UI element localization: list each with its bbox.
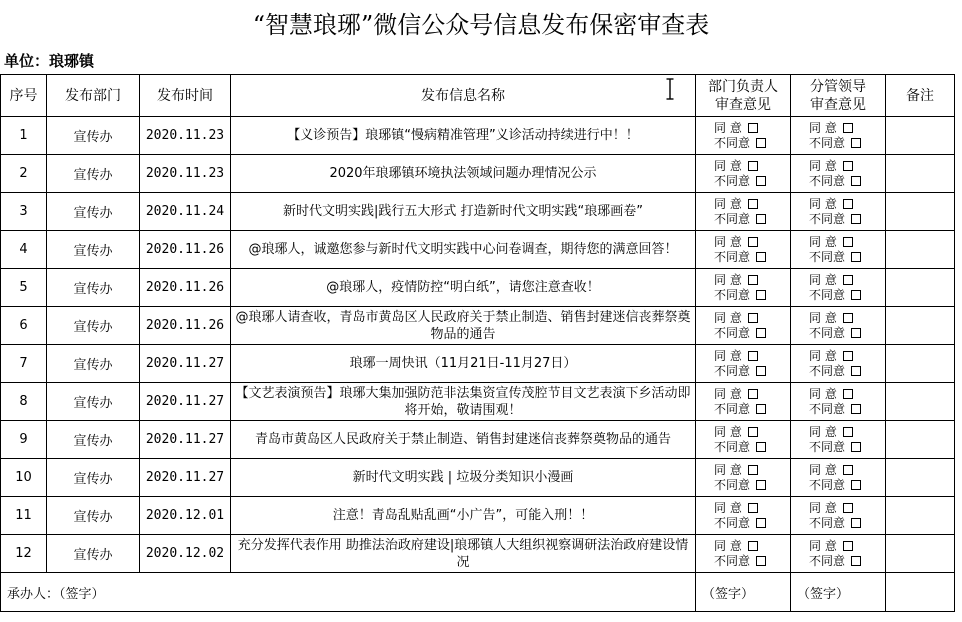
checkbox-icon[interactable]: [843, 541, 853, 551]
checkbox-icon[interactable]: [748, 199, 758, 209]
row-remark[interactable]: [886, 345, 955, 383]
row-remark[interactable]: [886, 117, 955, 155]
dept-head-agree-option[interactable]: [714, 311, 790, 326]
checkbox-icon[interactable]: [748, 427, 758, 437]
agree-label: 同 意: [714, 462, 742, 477]
checkbox-icon[interactable]: [756, 252, 766, 262]
row-number[interactable]: 1: [1, 117, 47, 155]
checkbox-icon[interactable]: [843, 465, 853, 475]
row-dept[interactable]: 宣传办: [47, 497, 140, 535]
row-date[interactable]: 2020.11.26: [140, 231, 231, 269]
disagree-label: 不同意: [714, 439, 751, 454]
checkbox-icon[interactable]: [851, 404, 861, 414]
table-row: [1, 345, 955, 383]
checkbox-icon[interactable]: [756, 176, 766, 186]
disagree-label: 不同意: [714, 553, 751, 568]
checkbox-icon[interactable]: [748, 123, 758, 133]
row-date[interactable]: 2020.11.27: [140, 383, 231, 421]
checkbox-icon[interactable]: [756, 404, 766, 414]
table-row: [1, 155, 955, 193]
disagree-label: 不同意: [809, 287, 846, 302]
agree-label: 同 意: [809, 424, 837, 439]
agree-label: 同 意: [714, 538, 742, 553]
checkbox-icon[interactable]: [851, 556, 861, 566]
row-remark[interactable]: [886, 535, 955, 573]
handler-signature[interactable]: 承办人：（签字）: [1, 573, 696, 612]
disagree-label: 不同意: [714, 211, 751, 226]
agree-label: 同 意: [809, 538, 837, 553]
checkbox-icon[interactable]: [843, 503, 853, 513]
disagree-label: 不同意: [809, 363, 846, 378]
agree-label: 同 意: [809, 196, 837, 211]
checkbox-icon[interactable]: [748, 313, 758, 323]
dept-head-agree-option[interactable]: [714, 159, 790, 174]
row-date[interactable]: 2020.11.27: [140, 459, 231, 497]
dept-head-disagree-option[interactable]: [714, 402, 790, 417]
checkbox-icon[interactable]: [756, 442, 766, 452]
dept-head-disagree-option[interactable]: [714, 478, 790, 493]
row-info-name[interactable]: 【义诊预告】琅琊镇“慢病精准管理”义诊活动持续进行中！！: [231, 117, 696, 155]
row-dept[interactable]: 宣传办: [47, 193, 140, 231]
leader-opinion: [791, 193, 886, 231]
disagree-label: 不同意: [809, 173, 846, 188]
header-dept-head-line2: 审查意见: [715, 96, 771, 113]
disagree-label: 不同意: [809, 135, 846, 150]
dept-head-agree-option[interactable]: [714, 197, 790, 212]
row-dept[interactable]: 宣传办: [47, 345, 140, 383]
leader-disagree-option[interactable]: [809, 364, 885, 379]
row-dept[interactable]: 宣传办: [47, 117, 140, 155]
dept-head-opinion: [696, 193, 791, 231]
disagree-label: 不同意: [714, 287, 751, 302]
dept-head-agree-option[interactable]: [714, 501, 790, 516]
checkbox-icon[interactable]: [756, 290, 766, 300]
disagree-label: 不同意: [809, 439, 846, 454]
review-table: [0, 74, 955, 612]
dept-head-agree-option[interactable]: [714, 539, 790, 554]
leader-agree-option[interactable]: [809, 349, 885, 364]
checkbox-icon[interactable]: [851, 176, 861, 186]
footer-row: [1, 573, 955, 612]
row-info-name[interactable]: 新时代文明实践 | 垃圾分类知识小漫画: [231, 459, 696, 497]
checkbox-icon[interactable]: [748, 161, 758, 171]
leader-opinion: [791, 459, 886, 497]
leader-disagree-option[interactable]: [809, 440, 885, 455]
agree-label: 同 意: [809, 462, 837, 477]
leader-disagree-option[interactable]: [809, 402, 885, 417]
dept-head-signature[interactable]: （签字）: [696, 573, 791, 612]
header-dept-head[interactable]: [696, 75, 791, 117]
row-number[interactable]: 7: [1, 345, 47, 383]
row-number[interactable]: 11: [1, 497, 47, 535]
row-dept[interactable]: 宣传办: [47, 459, 140, 497]
leader-disagree-option[interactable]: [809, 288, 885, 303]
leader-opinion: [791, 421, 886, 459]
header-row: [1, 75, 955, 117]
leader-disagree-option[interactable]: [809, 554, 885, 569]
row-dept[interactable]: 宣传办: [47, 155, 140, 193]
checkbox-icon[interactable]: [756, 214, 766, 224]
table-row: [1, 383, 955, 421]
leader-agree-option[interactable]: [809, 387, 885, 402]
leader-opinion: [791, 497, 886, 535]
header-leader-line1: 分管领导: [810, 78, 866, 95]
header-dept-head-line1: 部门负责人: [708, 78, 778, 95]
dept-head-disagree-option[interactable]: [714, 516, 790, 531]
table-row: [1, 535, 955, 573]
leader-opinion: [791, 155, 886, 193]
agree-label: 同 意: [714, 158, 742, 173]
dept-head-opinion: [696, 231, 791, 269]
agree-label: 同 意: [714, 310, 742, 325]
leader-agree-option[interactable]: [809, 539, 885, 554]
table-row: [1, 269, 955, 307]
agree-label: 同 意: [714, 386, 742, 401]
row-date[interactable]: 2020.11.23: [140, 117, 231, 155]
dept-head-disagree-option[interactable]: [714, 250, 790, 265]
table-row: [1, 421, 955, 459]
dept-head-opinion: [696, 117, 791, 155]
disagree-label: 不同意: [809, 249, 846, 264]
leader-opinion: [791, 231, 886, 269]
unit-label: 单位：琅琊镇: [4, 51, 95, 70]
dept-head-opinion: [696, 383, 791, 421]
checkbox-icon[interactable]: [851, 328, 861, 338]
checkbox-icon[interactable]: [748, 351, 758, 361]
agree-label: 同 意: [809, 310, 837, 325]
disagree-label: 不同意: [809, 515, 846, 530]
row-date[interactable]: 2020.12.01: [140, 497, 231, 535]
row-info-name[interactable]: 充分发挥代表作用 助推法治政府建设|琅琊镇人大组织视察调研法治政府建设情况: [231, 535, 696, 573]
checkbox-icon[interactable]: [756, 480, 766, 490]
table-row: [1, 497, 955, 535]
table-row: [1, 307, 955, 345]
dept-head-disagree-option[interactable]: [714, 136, 790, 151]
row-dept[interactable]: 宣传办: [47, 535, 140, 573]
dept-head-disagree-option[interactable]: [714, 364, 790, 379]
row-remark[interactable]: [886, 459, 955, 497]
row-number[interactable]: 4: [1, 231, 47, 269]
checkbox-icon[interactable]: [748, 389, 758, 399]
leader-opinion: [791, 269, 886, 307]
checkbox-icon[interactable]: [843, 199, 853, 209]
row-remark[interactable]: [886, 383, 955, 421]
disagree-label: 不同意: [809, 211, 846, 226]
row-number[interactable]: 2: [1, 155, 47, 193]
agree-label: 同 意: [809, 348, 837, 363]
checkbox-icon[interactable]: [843, 123, 853, 133]
dept-head-disagree-option[interactable]: [714, 554, 790, 569]
disagree-label: 不同意: [714, 363, 751, 378]
checkbox-icon[interactable]: [851, 252, 861, 262]
checkbox-icon[interactable]: [843, 351, 853, 361]
row-dept[interactable]: 宣传办: [47, 383, 140, 421]
dept-head-disagree-option[interactable]: [714, 212, 790, 227]
agree-label: 同 意: [714, 196, 742, 211]
dept-head-agree-option[interactable]: [714, 463, 790, 478]
dept-head-agree-option[interactable]: [714, 235, 790, 250]
row-remark[interactable]: [886, 155, 955, 193]
dept-head-disagree-option[interactable]: [714, 326, 790, 341]
dept-head-opinion: [696, 421, 791, 459]
header-leader[interactable]: [791, 75, 886, 117]
row-date[interactable]: 2020.11.26: [140, 269, 231, 307]
leader-opinion: [791, 535, 886, 573]
checkbox-icon[interactable]: [851, 214, 861, 224]
leader-signature[interactable]: （签字）: [791, 573, 886, 612]
checkbox-icon[interactable]: [843, 427, 853, 437]
checkbox-icon[interactable]: [851, 442, 861, 452]
leader-opinion: [791, 345, 886, 383]
remark-signature-cell[interactable]: [886, 573, 955, 612]
checkbox-icon[interactable]: [748, 503, 758, 513]
page-title: “智慧琅琊”微信公众号信息发布保密审查表: [252, 10, 710, 39]
table-row: [1, 459, 955, 497]
row-number[interactable]: 3: [1, 193, 47, 231]
disagree-label: 不同意: [714, 477, 751, 492]
leader-agree-option[interactable]: [809, 273, 885, 288]
dept-head-disagree-option[interactable]: [714, 174, 790, 189]
row-dept[interactable]: 宣传办: [47, 269, 140, 307]
checkbox-icon[interactable]: [851, 480, 861, 490]
dept-head-opinion: [696, 535, 791, 573]
row-date[interactable]: 2020.11.26: [140, 307, 231, 345]
checkbox-icon[interactable]: [756, 328, 766, 338]
leader-disagree-option[interactable]: [809, 174, 885, 189]
disagree-label: 不同意: [714, 135, 751, 150]
leader-agree-option[interactable]: [809, 311, 885, 326]
dept-head-opinion: [696, 459, 791, 497]
checkbox-icon[interactable]: [843, 161, 853, 171]
disagree-label: 不同意: [809, 325, 846, 340]
dept-head-opinion: [696, 497, 791, 535]
leader-disagree-option[interactable]: [809, 326, 885, 341]
row-remark[interactable]: [886, 421, 955, 459]
dept-head-opinion: [696, 307, 791, 345]
header-time[interactable]: 发布时间: [140, 75, 231, 117]
checkbox-icon[interactable]: [843, 389, 853, 399]
dept-head-disagree-option[interactable]: [714, 288, 790, 303]
row-info-name[interactable]: @琅琊人请查收，青岛市黄岛区人民政府关于禁止制造、销售封建迷信丧葬祭奠物品的通告: [231, 307, 696, 345]
row-info-name[interactable]: @琅琊人，疫情防控“明白纸”，请您注意查收！: [231, 269, 696, 307]
dept-head-agree-option[interactable]: [714, 121, 790, 136]
row-dept[interactable]: 宣传办: [47, 421, 140, 459]
row-date[interactable]: 2020.11.27: [140, 345, 231, 383]
leader-disagree-option[interactable]: [809, 212, 885, 227]
row-date[interactable]: 2020.11.27: [140, 421, 231, 459]
leader-disagree-option[interactable]: [809, 250, 885, 265]
dept-head-opinion: [696, 269, 791, 307]
row-date[interactable]: 2020.11.24: [140, 193, 231, 231]
row-info-name[interactable]: 琅琊一周快讯（11月21日-11月27日）: [231, 345, 696, 383]
checkbox-icon[interactable]: [851, 366, 861, 376]
agree-label: 同 意: [714, 272, 742, 287]
dept-head-disagree-option[interactable]: [714, 440, 790, 455]
agree-label: 同 意: [809, 234, 837, 249]
row-remark[interactable]: [886, 497, 955, 535]
checkbox-icon[interactable]: [851, 518, 861, 528]
row-number[interactable]: 9: [1, 421, 47, 459]
row-remark[interactable]: [886, 193, 955, 231]
checkbox-icon[interactable]: [756, 366, 766, 376]
row-number[interactable]: 12: [1, 535, 47, 573]
row-number[interactable]: 6: [1, 307, 47, 345]
disagree-label: 不同意: [809, 401, 846, 416]
dept-head-agree-option[interactable]: [714, 425, 790, 440]
leader-opinion: [791, 383, 886, 421]
row-remark[interactable]: [886, 269, 955, 307]
disagree-label: 不同意: [809, 477, 846, 492]
disagree-label: 不同意: [714, 173, 751, 188]
leader-disagree-option[interactable]: [809, 478, 885, 493]
leader-disagree-option[interactable]: [809, 136, 885, 151]
leader-agree-option[interactable]: [809, 121, 885, 136]
leader-agree-option[interactable]: [809, 197, 885, 212]
leader-agree-option[interactable]: [809, 463, 885, 478]
dept-head-opinion: [696, 155, 791, 193]
table-row: [1, 193, 955, 231]
disagree-label: 不同意: [714, 325, 751, 340]
dept-head-agree-option[interactable]: [714, 349, 790, 364]
text-cursor-icon: [666, 78, 674, 100]
disagree-label: 不同意: [714, 249, 751, 264]
agree-label: 同 意: [809, 272, 837, 287]
row-number[interactable]: 10: [1, 459, 47, 497]
dept-head-agree-option[interactable]: [714, 387, 790, 402]
row-info-name[interactable]: 【文艺表演预告】琅琊大集加强防范非法集资宣传茂腔节目文艺表演下乡活动即将开始，敬请围观！: [231, 383, 696, 421]
checkbox-icon[interactable]: [756, 138, 766, 148]
leader-agree-option[interactable]: [809, 159, 885, 174]
checkbox-icon[interactable]: [748, 465, 758, 475]
row-number[interactable]: 5: [1, 269, 47, 307]
checkbox-icon[interactable]: [851, 290, 861, 300]
table-row: [1, 231, 955, 269]
leader-opinion: [791, 117, 886, 155]
checkbox-icon[interactable]: [748, 541, 758, 551]
leader-agree-option[interactable]: [809, 425, 885, 440]
checkbox-icon[interactable]: [851, 138, 861, 148]
agree-label: 同 意: [809, 386, 837, 401]
checkbox-icon[interactable]: [748, 275, 758, 285]
row-dept[interactable]: 宣传办: [47, 307, 140, 345]
agree-label: 同 意: [714, 424, 742, 439]
row-remark[interactable]: [886, 231, 955, 269]
checkbox-icon[interactable]: [843, 237, 853, 247]
checkbox-icon[interactable]: [756, 518, 766, 528]
leader-opinion: [791, 307, 886, 345]
row-dept[interactable]: 宣传办: [47, 231, 140, 269]
header-remark[interactable]: 备注: [886, 75, 955, 117]
table-row: [1, 117, 955, 155]
row-info-name[interactable]: 新时代文明实践|践行五大形式 打造新时代文明实践“琅琊画卷”: [231, 193, 696, 231]
row-info-name[interactable]: 2020年琅琊镇环境执法领域问题办理情况公示: [231, 155, 696, 193]
agree-label: 同 意: [809, 158, 837, 173]
disagree-label: 不同意: [714, 401, 751, 416]
header-leader-line2: 审查意见: [810, 96, 866, 113]
agree-label: 同 意: [714, 234, 742, 249]
leader-agree-option[interactable]: [809, 501, 885, 516]
leader-disagree-option[interactable]: [809, 516, 885, 531]
row-date[interactable]: 2020.12.02: [140, 535, 231, 573]
header-dept[interactable]: 发布部门: [47, 75, 140, 117]
checkbox-icon[interactable]: [843, 275, 853, 285]
leader-agree-option[interactable]: [809, 235, 885, 250]
row-number[interactable]: 8: [1, 383, 47, 421]
agree-label: 同 意: [809, 120, 837, 135]
checkbox-icon[interactable]: [756, 556, 766, 566]
row-date[interactable]: 2020.11.23: [140, 155, 231, 193]
row-info-name[interactable]: 注意！青岛乱贴乱画“小广告”，可能入刑！！: [231, 497, 696, 535]
agree-label: 同 意: [714, 120, 742, 135]
dept-head-opinion: [696, 345, 791, 383]
checkbox-icon[interactable]: [748, 237, 758, 247]
disagree-label: 不同意: [809, 553, 846, 568]
header-name[interactable]: 发布信息名称: [231, 75, 696, 117]
row-remark[interactable]: [886, 307, 955, 345]
agree-label: 同 意: [714, 348, 742, 363]
dept-head-agree-option[interactable]: [714, 273, 790, 288]
checkbox-icon[interactable]: [843, 313, 853, 323]
disagree-label: 不同意: [714, 515, 751, 530]
agree-label: 同 意: [809, 500, 837, 515]
row-info-name[interactable]: @琅琊人，诚邀您参与新时代文明实践中心问卷调查，期待您的满意回答！: [231, 231, 696, 269]
agree-label: 同 意: [714, 500, 742, 515]
row-info-name[interactable]: 青岛市黄岛区人民政府关于禁止制造、销售封建迷信丧葬祭奠物品的通告: [231, 421, 696, 459]
header-no[interactable]: 序号: [1, 75, 47, 117]
